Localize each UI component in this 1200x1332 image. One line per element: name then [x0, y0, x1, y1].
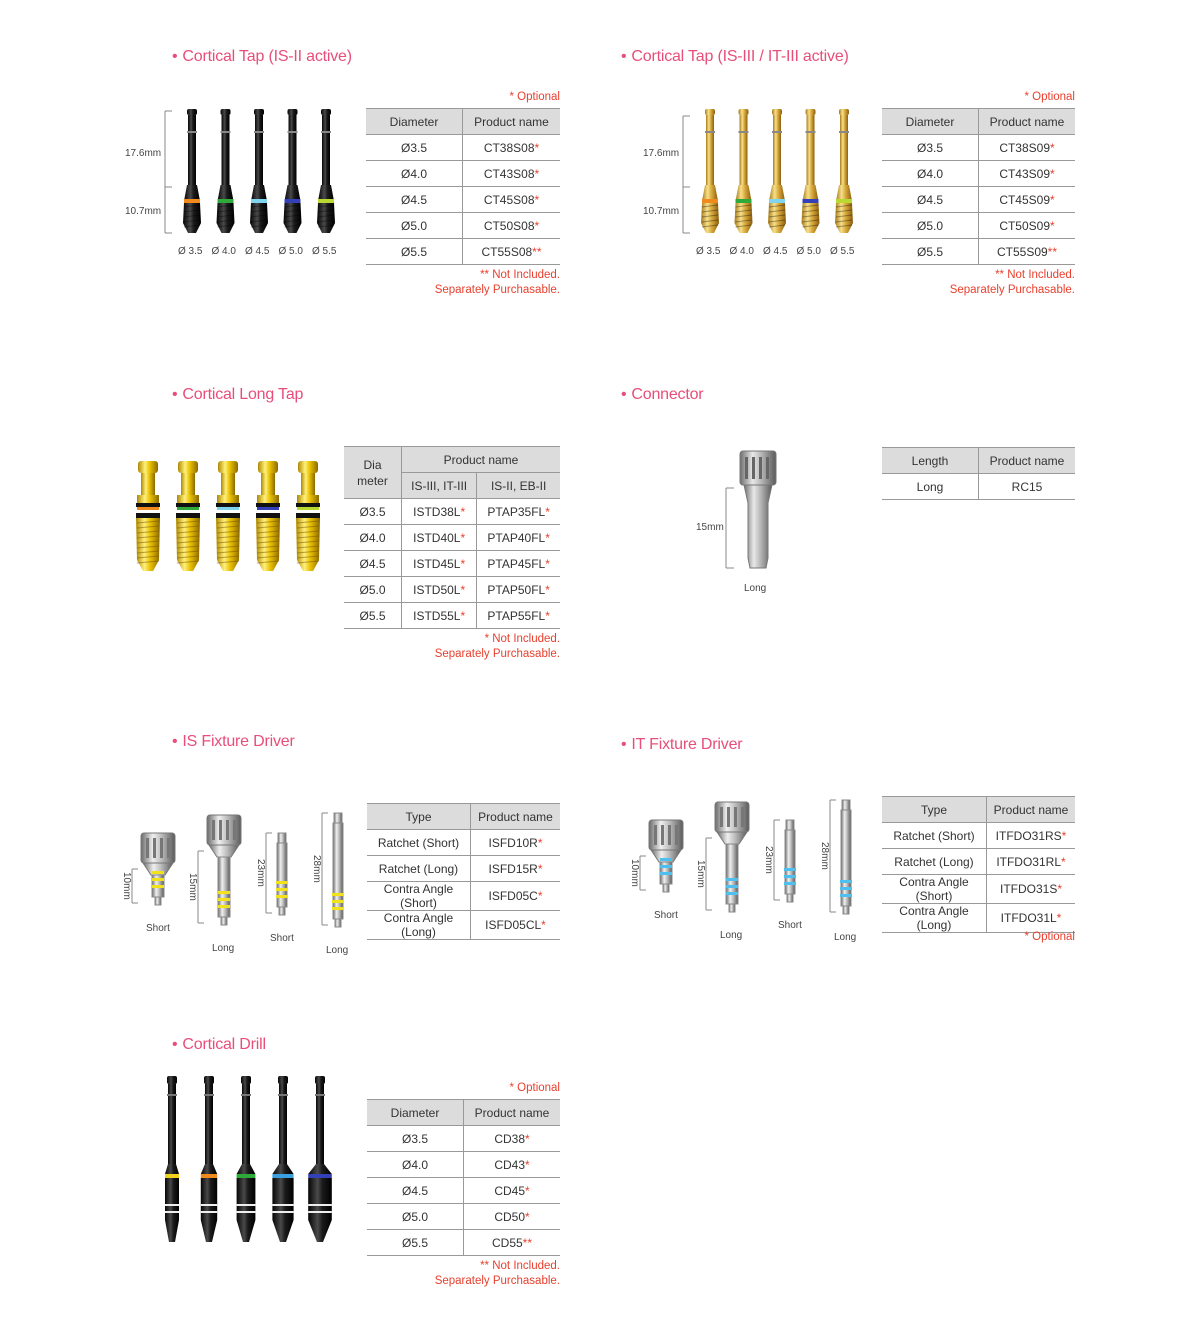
color-band — [726, 885, 738, 888]
table-row — [366, 239, 560, 265]
section-title-connector: • Connector — [621, 386, 704, 403]
asterisk-mark: * — [537, 835, 543, 850]
cell-diameter: Ø5.5 — [882, 239, 979, 265]
long-tap-tool — [136, 461, 160, 571]
tap-tool — [183, 109, 201, 233]
table-row — [344, 499, 560, 525]
tap-tool — [835, 109, 853, 233]
asterisk-mark: * — [541, 918, 546, 932]
cortical-tap-is3-table — [882, 108, 1075, 265]
asterisk-mark: ** — [532, 244, 542, 259]
color-band — [218, 898, 230, 901]
asterisk-mark: * — [460, 504, 466, 519]
cell-diameter: Ø5.0 — [367, 1204, 464, 1230]
dimension-label: 28mm — [819, 842, 830, 870]
header-type: Type — [882, 797, 987, 823]
color-band — [332, 900, 344, 903]
connector-illustration — [690, 448, 810, 598]
color-band — [217, 507, 239, 510]
cell-product: CD38* — [464, 1126, 561, 1152]
diameter-caption: Ø 5.0 — [796, 246, 821, 257]
cell-product: CD55** — [464, 1230, 561, 1256]
header-length: Length — [882, 448, 979, 474]
tap-tool — [317, 109, 335, 233]
asterisk-mark: * — [545, 504, 550, 519]
color-band — [218, 199, 234, 203]
driver-caption: Long — [212, 943, 235, 954]
color-band — [257, 507, 279, 510]
asterisk-mark: * — [534, 192, 540, 207]
cortical-drill-tool — [201, 1076, 217, 1242]
cell-diameter: Ø4.5 — [367, 1178, 464, 1204]
cell-diameter: Ø4.0 — [882, 161, 979, 187]
color-band — [276, 895, 288, 898]
table-row — [344, 551, 560, 577]
cell-product: CD43* — [464, 1152, 561, 1178]
cell-product: CD50* — [464, 1204, 561, 1230]
color-band — [272, 1174, 293, 1178]
fixture-driver-tool — [819, 800, 852, 914]
cell-product: CT43S08* — [463, 161, 561, 187]
connector-table — [882, 447, 1075, 500]
asterisk-mark: * — [1061, 828, 1067, 843]
section-title-cortical-long-tap: • Cortical Long Tap — [172, 386, 304, 403]
driver-caption: Short — [778, 920, 802, 931]
color-band — [297, 507, 319, 510]
header-diameter: Diameter — [882, 109, 979, 135]
dimension-label: 15mm — [695, 860, 706, 888]
cortical-drill-tool — [308, 1076, 332, 1242]
table-row — [367, 830, 560, 856]
table-row — [366, 135, 560, 161]
caption-long: Long — [744, 583, 767, 594]
cell-type: Contra Angle (Long) — [367, 911, 471, 940]
diameter-caption: Ø 5.5 — [830, 246, 855, 257]
diameter-caption: Ø 4.5 — [763, 246, 788, 257]
cell-diameter: Ø5.0 — [344, 577, 402, 603]
diameter-caption: Ø 5.5 — [312, 246, 337, 257]
fixture-driver-tool — [187, 815, 241, 925]
dimension-label-10-7mm: 10.7mm — [643, 206, 680, 217]
table-row — [367, 882, 560, 911]
cell-type: Ratchet (Short) — [367, 830, 471, 856]
cell-product: CD45* — [464, 1178, 561, 1204]
cell-diameter: Ø5.5 — [344, 603, 402, 629]
header-is2-eb2: IS-II, EB-II — [477, 473, 560, 499]
driver-caption: Short — [654, 910, 678, 921]
cortical-drill-tool — [237, 1076, 256, 1242]
header-diameter: Diameter — [366, 109, 463, 135]
color-band — [840, 887, 852, 890]
dimension-label: 23mm — [255, 859, 266, 887]
color-band — [726, 878, 738, 881]
cell-product-is3: ISTD38L* — [402, 499, 477, 525]
table-row — [367, 1204, 560, 1230]
asterisk-mark: * — [460, 582, 466, 597]
driver-caption: Short — [146, 923, 170, 934]
driver-caption: Long — [326, 945, 349, 956]
color-band — [332, 893, 344, 896]
section-title-cortical-tap-is3: • Cortical Tap (IS-III / IT-III active) — [621, 48, 849, 65]
table-row — [882, 187, 1075, 213]
dimension-label: 28mm — [311, 855, 322, 883]
asterisk-mark: * — [1050, 218, 1055, 233]
it-fixture-driver-table — [882, 796, 1075, 933]
header-product-name: Product name — [464, 1100, 561, 1126]
table-row — [882, 474, 1075, 500]
driver-caption: Long — [834, 932, 857, 943]
cell-diameter: Ø4.0 — [367, 1152, 464, 1178]
section-title-is-fixture-driver: • IS Fixture Driver — [172, 733, 295, 750]
table-row — [882, 904, 1075, 933]
cell-product-is2: PTAP55FL* — [477, 603, 560, 629]
tap-tool — [802, 109, 820, 233]
color-band — [769, 199, 785, 203]
driver-caption: Long — [720, 930, 743, 941]
asterisk-mark: * — [525, 1131, 530, 1146]
it-fixture-driver-illustration — [628, 790, 873, 945]
color-band — [177, 507, 199, 510]
cell-product-is2: PTAP45FL* — [477, 551, 560, 577]
table-row — [367, 1178, 560, 1204]
color-band — [784, 882, 796, 885]
cell-type: Ratchet (Short) — [882, 823, 987, 849]
optional-note-1: * Optional — [509, 91, 560, 103]
diameter-caption: Ø 5.0 — [278, 246, 303, 257]
table-row — [882, 875, 1075, 904]
table-row — [344, 603, 560, 629]
color-band — [736, 199, 752, 203]
color-band — [840, 894, 852, 897]
cell-type: Ratchet (Long) — [882, 849, 987, 875]
section-title-cortical-drill: • Cortical Drill — [172, 1036, 266, 1053]
color-band — [201, 1174, 217, 1178]
cell-product: ITFDO31L* — [987, 904, 1076, 933]
color-band — [803, 199, 819, 203]
cell-diameter: Ø4.5 — [882, 187, 979, 213]
cell-product-is2: PTAP40FL* — [477, 525, 560, 551]
section-title-it-fixture-driver: • IT Fixture Driver — [621, 736, 743, 753]
header-product-name: Product name — [979, 109, 1076, 135]
cell-type: Contra Angle (Long) — [882, 904, 987, 933]
header-diameter: Diameter — [367, 1100, 464, 1126]
is-fixture-driver-table — [367, 803, 560, 940]
cell-product: CT43S09* — [979, 161, 1076, 187]
color-band — [660, 858, 672, 861]
diameter-caption: Ø 4.0 — [729, 246, 754, 257]
cell-product: CT50S08* — [463, 213, 561, 239]
cortical-drill-table — [367, 1099, 560, 1256]
cell-product-is2: PTAP35FL* — [477, 499, 560, 525]
cell-diameter: Ø5.0 — [366, 213, 463, 239]
color-band — [726, 892, 738, 895]
cell-type: Contra Angle (Short) — [882, 875, 987, 904]
color-band — [332, 907, 344, 910]
fixture-driver-tool — [763, 820, 796, 902]
asterisk-mark: * — [537, 889, 543, 903]
color-band — [660, 872, 672, 875]
color-band — [152, 885, 164, 888]
asterisk-mark: * — [460, 608, 466, 623]
diameter-caption: Ø 3.5 — [696, 246, 721, 257]
dimension-label: 10mm — [629, 859, 640, 887]
table-row — [344, 525, 560, 551]
cell-diameter: Ø5.0 — [882, 213, 979, 239]
cell-diameter: Ø3.5 — [344, 499, 402, 525]
color-band — [660, 865, 672, 868]
cell-product: ISFD05C* — [471, 882, 561, 911]
cell-product-is3: ISTD40L* — [402, 525, 477, 551]
asterisk-mark: * — [525, 1209, 530, 1224]
table-row — [367, 1230, 560, 1256]
asterisk-mark: * — [1056, 911, 1062, 925]
not-included-note-1: ** Not Included. Separately Purchasable. — [434, 269, 560, 296]
cell-product: CT50S09* — [979, 213, 1076, 239]
asterisk-mark: * — [1050, 166, 1055, 181]
cell-product: ISFD10R* — [471, 830, 561, 856]
cell-product: CT55S08** — [463, 239, 561, 265]
color-band — [184, 199, 200, 203]
cell-type: Contra Angle (Short) — [367, 882, 471, 911]
cell-length: Long — [882, 474, 979, 500]
cell-product: CT55S09** — [979, 239, 1076, 265]
color-band — [784, 875, 796, 878]
cell-product: CT45S08* — [463, 187, 561, 213]
fixture-driver-tool — [311, 813, 344, 927]
not-included-note-3: * Not Included. Separately Purchasable. — [434, 633, 560, 660]
cell-product: ITFDO31S* — [987, 875, 1076, 904]
color-band — [308, 1174, 332, 1178]
cell-diameter: Ø5.5 — [367, 1230, 464, 1256]
table-row — [366, 161, 560, 187]
not-included-note-4: ** Not Included. Separately Purchasable. — [434, 1260, 560, 1287]
header-diameter: Dia meter — [344, 447, 402, 499]
dimension-label-15mm: 15mm — [696, 522, 724, 533]
color-band — [702, 199, 718, 203]
tap-tool — [735, 109, 753, 233]
dimension-label-17-6mm: 17.6mm — [125, 148, 162, 159]
asterisk-mark: * — [537, 861, 543, 876]
asterisk-mark: * — [1050, 192, 1055, 207]
cortical-drill-illustration — [150, 1070, 350, 1250]
not-included-note-2: ** Not Included. Separately Purchasable. — [949, 269, 1075, 296]
color-band — [218, 905, 230, 908]
color-band — [137, 507, 159, 510]
color-band — [251, 199, 267, 203]
header-product-name: Product name — [987, 797, 1076, 823]
color-band — [836, 199, 852, 203]
table-row — [882, 161, 1075, 187]
cell-product-is3: ISTD45L* — [402, 551, 477, 577]
dimension-label-10-7mm: 10.7mm — [125, 206, 162, 217]
diameter-caption: Ø 3.5 — [178, 246, 203, 257]
long-tap-tool — [216, 461, 240, 571]
cortical-long-tap-illustration — [130, 455, 340, 580]
cortical-tap-is2-table — [366, 108, 560, 265]
asterisk-mark: * — [534, 166, 540, 181]
fixture-driver-tool — [121, 833, 175, 905]
optional-note-2: * Optional — [1024, 91, 1075, 103]
header-is3-it3: IS-III, IT-III — [402, 473, 477, 499]
asterisk-mark: ** — [1047, 244, 1058, 259]
long-tap-tool — [176, 461, 200, 571]
table-row — [367, 856, 560, 882]
asterisk-mark: ** — [522, 1235, 533, 1250]
header-type: Type — [367, 804, 471, 830]
tap-tool — [217, 109, 235, 233]
color-band — [165, 1174, 179, 1178]
cell-diameter: Ø4.5 — [366, 187, 463, 213]
diameter-caption: Ø 4.5 — [245, 246, 270, 257]
color-band — [318, 199, 334, 203]
table-row — [882, 823, 1075, 849]
color-band — [784, 868, 796, 871]
asterisk-mark: * — [525, 1157, 530, 1172]
cell-product: CT45S09* — [979, 187, 1076, 213]
tap-tool — [768, 109, 786, 233]
asterisk-mark: * — [545, 608, 550, 623]
table-row — [367, 1152, 560, 1178]
optional-note-4: * Optional — [509, 1082, 560, 1094]
cell-diameter: Ø3.5 — [367, 1126, 464, 1152]
long-tap-tool — [296, 461, 320, 571]
asterisk-mark: * — [545, 556, 550, 571]
table-row — [366, 187, 560, 213]
optional-note-3: * Optional — [1024, 931, 1075, 943]
table-row — [367, 1126, 560, 1152]
asterisk-mark: * — [534, 218, 540, 233]
table-row — [882, 135, 1075, 161]
cell-product: CT38S09* — [979, 135, 1076, 161]
asterisk-mark: * — [545, 530, 550, 545]
is-fixture-driver-illustration — [120, 795, 360, 965]
cortical-drill-tool — [272, 1076, 293, 1242]
asterisk-mark: * — [1057, 882, 1063, 896]
cell-product-is3: ISTD50L* — [402, 577, 477, 603]
driver-caption: Short — [270, 933, 294, 944]
cortical-tap-is3-illustration — [638, 105, 873, 265]
color-band — [276, 888, 288, 891]
cell-product: RC15 — [979, 474, 1076, 500]
table-row — [366, 213, 560, 239]
cell-diameter: Ø4.0 — [344, 525, 402, 551]
header-product-name: Product name — [402, 447, 561, 473]
cortical-drill-tool — [165, 1076, 179, 1242]
color-band — [840, 880, 852, 883]
cortical-long-tap-table — [344, 446, 560, 629]
asterisk-mark: * — [1050, 140, 1055, 155]
cell-diameter: Ø4.0 — [366, 161, 463, 187]
cell-product: ITFDO31RS* — [987, 823, 1076, 849]
color-band — [276, 881, 288, 884]
asterisk-mark: * — [460, 556, 466, 571]
asterisk-mark: * — [525, 1183, 530, 1198]
cell-product: CT38S08* — [463, 135, 561, 161]
cell-diameter: Ø5.5 — [366, 239, 463, 265]
diameter-caption: Ø 4.0 — [211, 246, 236, 257]
table-row — [882, 849, 1075, 875]
cell-product-is3: ISTD55L* — [402, 603, 477, 629]
cell-diameter: Ø3.5 — [882, 135, 979, 161]
asterisk-mark: * — [460, 530, 466, 545]
dimension-label: 23mm — [763, 846, 774, 874]
table-row — [882, 213, 1075, 239]
section-title-cortical-tap-is2: • Cortical Tap (IS-II active) — [172, 48, 352, 65]
dimension-label: 10mm — [121, 872, 132, 900]
cell-product: ISFD15R* — [471, 856, 561, 882]
fixture-driver-tool — [629, 820, 683, 892]
color-band — [218, 891, 230, 894]
tap-tool — [701, 109, 719, 233]
cell-diameter: Ø4.5 — [344, 551, 402, 577]
cell-product: ITFDO31RL* — [987, 849, 1076, 875]
dimension-label: 15mm — [187, 873, 198, 901]
header-product-name: Product name — [979, 448, 1076, 474]
cell-type: Ratchet (Long) — [367, 856, 471, 882]
color-band — [152, 871, 164, 874]
asterisk-mark: * — [1061, 854, 1066, 869]
tap-tool — [250, 109, 268, 233]
fixture-driver-tool — [695, 802, 749, 912]
table-row — [882, 239, 1075, 265]
cell-product: ISFD05CL* — [471, 911, 561, 940]
fixture-driver-tool — [255, 833, 288, 915]
asterisk-mark: * — [545, 582, 550, 597]
dimension-label-17-6mm: 17.6mm — [643, 148, 680, 159]
cell-product-is2: PTAP50FL* — [477, 577, 560, 603]
color-band — [152, 878, 164, 881]
asterisk-mark: * — [534, 140, 540, 155]
table-row — [344, 577, 560, 603]
header-product-name: Product name — [463, 109, 561, 135]
cortical-tap-is2-illustration — [120, 105, 355, 265]
color-band — [285, 199, 301, 203]
tap-tool — [284, 109, 302, 233]
table-row — [367, 911, 560, 940]
long-tap-tool — [256, 461, 280, 571]
color-band — [237, 1174, 256, 1178]
cell-diameter: Ø3.5 — [366, 135, 463, 161]
header-product-name: Product name — [471, 804, 561, 830]
